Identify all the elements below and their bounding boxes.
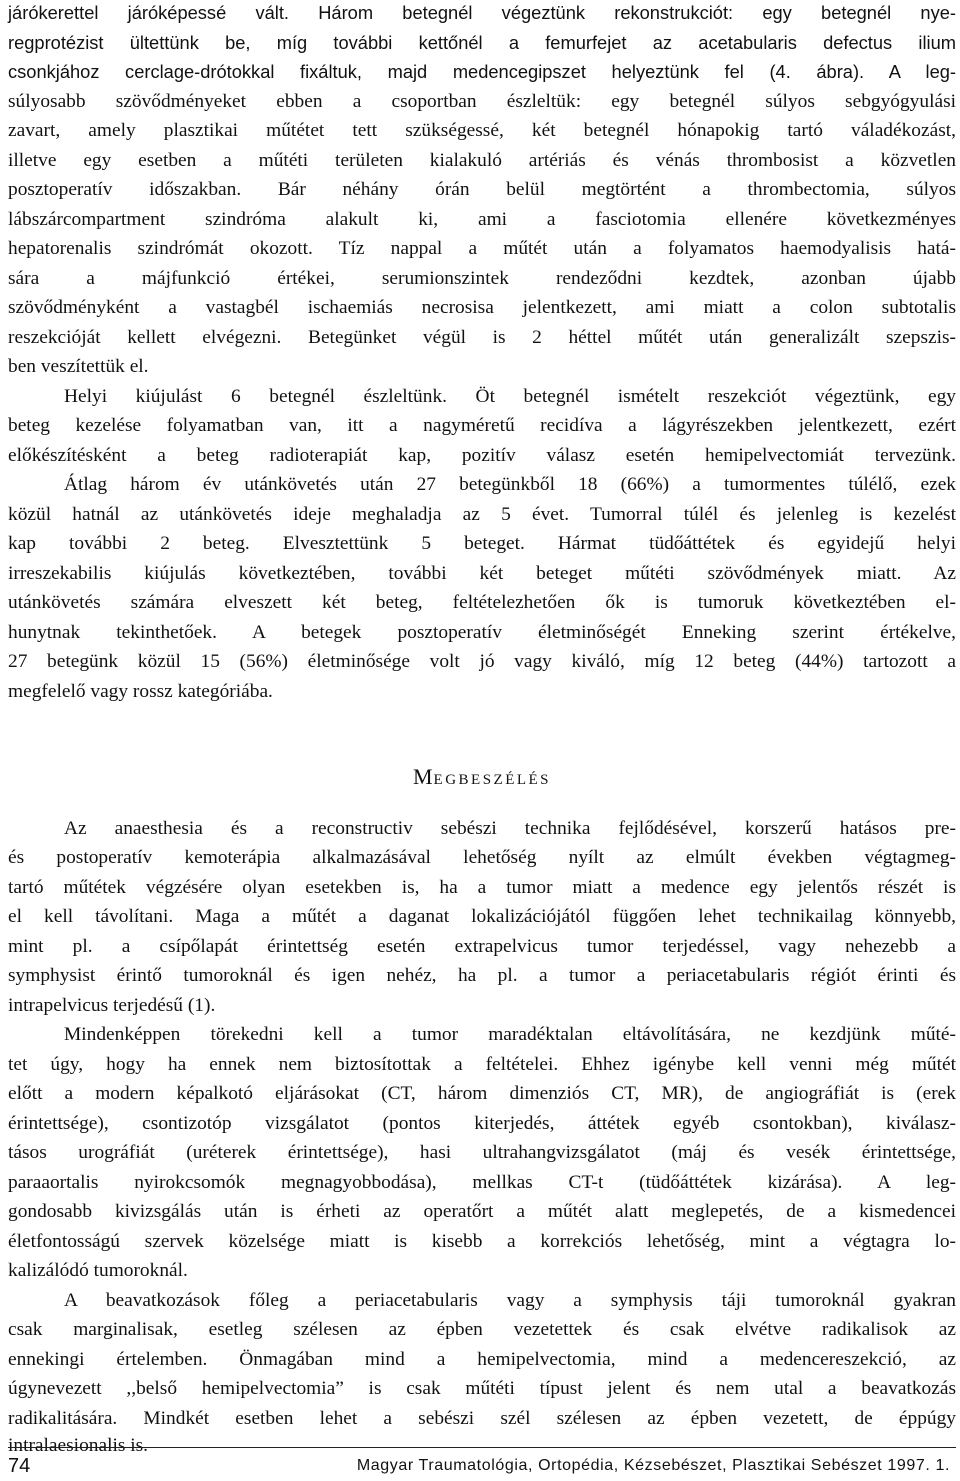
text-line: tet úgy, hogy ha ennek nem biztosítottak a feltételei. Ehhez igénybe kell venni még műtét: [8, 1054, 956, 1075]
text-line: előtt a modern képalkotó eljárásokat (CT, három dimenziós CT, MR), de angiográfiát is (erek: [8, 1083, 956, 1104]
text-line: beteg kezelése folyamatban van, itt a nagyméretű recidíva a lágyrészekben jelentkezett, ezért: [8, 415, 956, 436]
text-line: intrapelvicus terjedésű (1).: [8, 995, 216, 1016]
text-line: paraaortalis nyirokcsomók megnagyobbodása), mellkas CT-t (tüdőáttétek kizárása). A leg-: [8, 1172, 956, 1193]
journal-citation: Magyar Traumatológia, Ortopédia, Kézsebészet, Plasztikai Sebészet 1997. 1.: [356, 1457, 950, 1474]
text-line: kalizálódó tumoroknál.: [8, 1260, 188, 1281]
text-line: ben veszítettük el.: [8, 356, 149, 377]
text-line: A beavatkozások főleg a periacetabularis vagy a symphysis táji tumoroknál gyakran: [64, 1290, 956, 1311]
text-line: életfontosságú szervek közelsége miatt is kisebb a korrekciós lehetőség, mint a végtagra lo-: [8, 1231, 956, 1252]
text-line: radikalitására. Mindkét esetben lehet a sebészi szél szélesen az épben vezetett, de éppúgy: [8, 1408, 956, 1429]
text-line: Az anaesthesia és a reconstructiv sebészi technika fejlődésével, korszerű hatásos pre-: [64, 818, 956, 839]
text-line: ennekingi értelemben. Önmagában mind a hemipelvectomia, mind a medencereszekció, az: [8, 1349, 956, 1370]
text-line: tásos urográfiát (uréterek érintettsége), hasi ultrahangvizsgálatot (máj és vesék érintettsége,: [8, 1142, 956, 1163]
text-line: sára a májfunkció értékei, serumionszintek rendeződni kezdtek, azonban újabb: [8, 268, 956, 289]
text-line: Mindenképpen törekedni kell a tumor maradéktalan eltávolítására, ne kezdjünk műté-: [64, 1024, 956, 1045]
text-line: előkészítésként a beteg radioterapiát kap, pozitív válasz esetén hemipelvectomiát tervezünk.: [8, 445, 956, 466]
text-line: mint pl. a csípőlapát érintettség esetén extrapelvicus tumor terjedéssel, vagy nehezebb a: [8, 936, 956, 957]
document-page: [8, 0, 956, 1481]
text-line: Helyi kiújulást 6 betegnél észleltünk. Öt betegnél ismételt reszekciót végeztünk, egy: [64, 386, 956, 407]
text-line: posztoperatív időszakban. Bár néhány órán belül megtörtént a thrombectomia, súlyos: [8, 179, 956, 200]
text-line: hunytnak tekinthetőek. A betegek posztoperatív életminőségét Enneking szerint értékelve,: [8, 622, 956, 643]
text-line: és postoperatív kemoterápia alkalmazásával lehetőség nyílt az elmúlt években végtagmeg-: [8, 847, 956, 868]
footer-divider: [8, 1447, 956, 1448]
text-line: tartó műtétek végzésére olyan esetekben is, ha a tumor miatt a medence egy jelentős részét is: [8, 877, 956, 898]
text-line: csonkjához cerclage-drótokkal fixáltuk, majd medencegipszet helyeztünk fel (4. ábra). A leg-: [8, 61, 956, 82]
text-line: symphysist érintő tumoroknál és igen nehéz, ha pl. a tumor a periacetabularis régiót érinti és: [8, 965, 956, 986]
text-line: érintettsége), csontizotóp vizsgálatot (pontos kiterjedés, áttétek egyéb csontokban), kiválasz-: [8, 1113, 956, 1134]
text-line: hepatorenalis szindrómát okozott. Tíz nappal a műtét után a folyamatos haemodyalisis hatá-: [8, 238, 956, 259]
text-line: irreszekabilis kiújulás következtében, további két beteget műtéti szövődmények miatt. Az: [8, 563, 956, 584]
text-line: szövődményként a vastagbél ischaemiás necrosisa jelentkezett, ami miatt a colon subtotalis: [8, 297, 956, 318]
text-line: illetve egy esetben a műtéti területen kialakuló artériás és vénás thrombosist a közvetlen: [8, 150, 956, 171]
text-line: reszekcióját kellett elvégezni. Betegünket végül is 2 héttel műtét után generalizált szepszis-: [8, 327, 956, 348]
text-line: járókerettel járóképessé vált. Három betegnél végeztünk rekonstrukciót: egy betegnél nye-: [8, 2, 956, 23]
text-line: intralaesionalis is.: [8, 1435, 149, 1456]
text-line: közül hatnál az utánkövetés ideje meghaladja az 5 évet. Tumorral túlél és jelenleg is kezelést: [8, 504, 956, 525]
section-heading: [8, 764, 956, 790]
text-line: el kell távolítani. Maga a műtét a daganat lokalizációjától függően lehet technikailag könnyebb,: [8, 906, 956, 927]
text-line: 27 betegünk közül 15 (56%) életminősége volt jó vagy kiváló, míg 12 beteg (44%) tartozott a: [8, 651, 956, 672]
text-line: megfelelő vagy rossz kategóriába.: [8, 681, 273, 702]
text-line: súlyosabb szövődményeket ebben a csoportban észleltük: egy betegnél súlyos sebgyógyulási: [8, 91, 956, 112]
text-line: lábszárcompartment szindróma alakult ki, ami a fasciotomia ellenére következményes: [8, 209, 956, 230]
text-line: zavart, amely plasztikai műtétet tett szükségessé, két betegnél hónapokig tartó váladékozást,: [8, 120, 956, 141]
text-line: kap további 2 beteg. Elvesztettünk 5 beteget. Hármat tüdőáttétek és egyidejű helyi: [8, 533, 956, 554]
text-line: regprotézist ültettünk be, míg további kettőnél a femurfejet az acetabularis defectus ilium: [8, 32, 956, 53]
heading-rest: EGBESZÉLÉS: [433, 772, 552, 788]
heading-initial: M: [412, 764, 434, 789]
text-line: Átlag három év utánkövetés után 27 betegünkből 18 (66%) a tumormentes túlélő, ezek: [64, 474, 956, 495]
text-line: csak marginalisak, esetleg szélesen az épben vezetettek és csak elvétve radikalisok az: [8, 1319, 956, 1340]
text-line: gondosabb kivizsgálás után is érheti az operatőrt a műtét alatt meglepetés, de a kismedencei: [8, 1201, 956, 1222]
page-number: 74: [8, 1455, 31, 1477]
text-line: úgynevezett ,,belső hemipelvectomia” is csak műtéti típust jelent és nem utal a beavatkozás: [8, 1378, 956, 1399]
text-line: utánkövetés számára elveszett két beteg, feltételezhetően ők is tumoruk következtében el-: [8, 592, 956, 613]
